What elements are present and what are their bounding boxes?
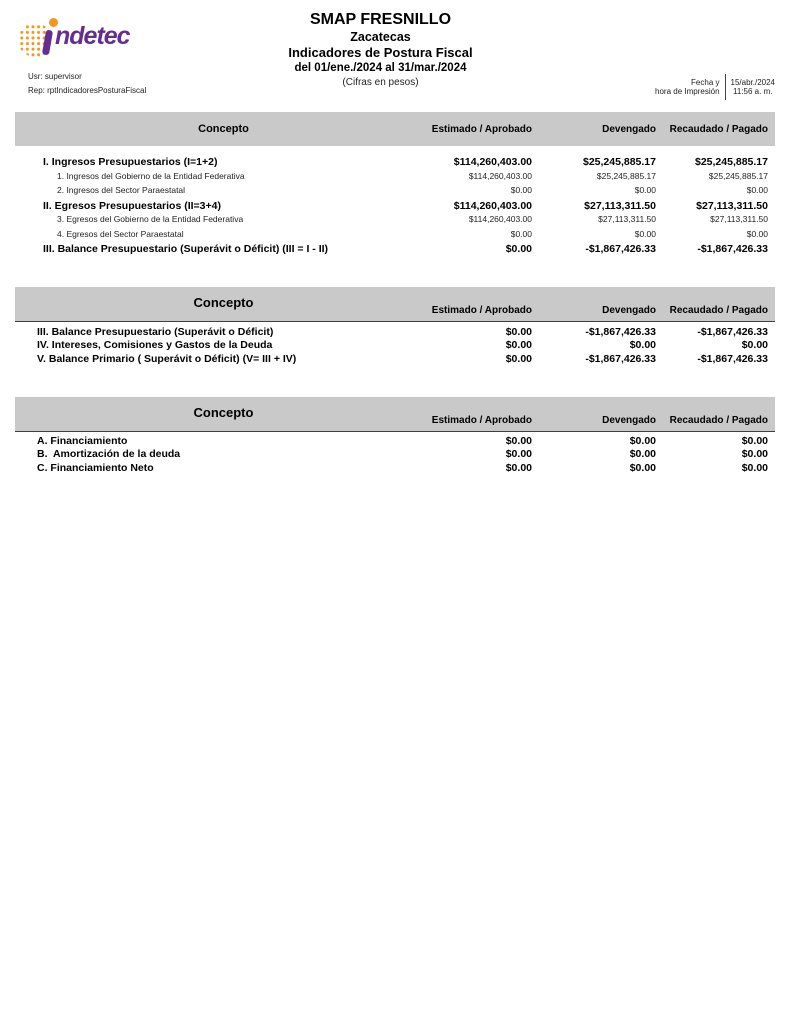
row-value: -$1,867,426.33 [585,326,656,338]
row-value: $0.00 [741,435,768,447]
row-value: $0.00 [505,435,532,447]
row-value: $27,113,311.50 [696,199,768,212]
row-value: $27,113,311.50 [598,214,656,224]
table-row [15,214,775,229]
row-concept: A. Financiamiento [37,435,128,447]
row-concept: 3. Egresos del Gobierno de la Entidad Federativa [57,214,244,224]
print-label-line1: Fecha y [691,77,720,87]
table-row [15,435,775,448]
row-value: -$1,867,426.33 [697,243,768,255]
concept-column-header: Concepto [198,123,249,135]
row-value: $0.00 [505,243,532,255]
units-note: (Cifras en pesos) [342,77,419,88]
estimated-column-header: Estimado / Aprobado [431,305,532,316]
row-concept: IV. Intereses, Comisiones y Gastos de la Deuda [37,339,273,352]
print-datetime-labels [655,78,719,97]
concept-column-header: Concepto [193,295,254,310]
row-value: $0.00 [634,185,656,195]
row-concept: 1. Ingresos del Gobierno de la Entidad Federativa [57,170,245,181]
row-concept: 4. Egresos del Sector Paraestatal [57,228,184,239]
row-value: $0.00 [741,339,768,352]
row-value: $0.00 [629,435,656,447]
row-value: $114,260,403.00 [468,170,532,181]
table-row [15,339,775,352]
table-row [15,171,775,186]
row-value: $25,245,885.17 [708,170,768,181]
table-body [15,156,775,258]
row-value: $0.00 [505,326,532,338]
print-datetime-values [731,78,775,97]
row-value: $27,113,311.50 [584,199,656,212]
table-row [15,448,775,461]
title-block [0,10,761,89]
table-header [15,287,775,322]
row-value: $114,260,403.00 [453,199,532,212]
report-id-label: Rep: rptIndicadoresPosturaFiscal [28,86,147,95]
print-label-line2: hora de Impresión [655,87,720,96]
row-concept: B. Amortización de la deuda [37,448,181,461]
table-row [15,200,775,215]
row-value: $0.00 [741,461,768,474]
print-datetime-block [655,74,775,100]
row-value: $0.00 [505,352,532,365]
table-row [15,353,775,366]
report-period: del 01/ene./2024 al 31/mar./2024 [294,62,467,74]
row-value: $114,260,403.00 [468,214,532,224]
row-concept: C. Financiamiento Neto [37,461,154,474]
table-header [15,397,775,432]
row-value: $25,245,885.17 [583,156,656,168]
row-value: $0.00 [510,228,532,239]
accrued-column-header: Devengado [602,415,656,426]
row-value: -$1,867,426.33 [585,243,656,255]
table-row [15,229,775,244]
row-value: $0.00 [629,339,656,352]
accrued-column-header: Devengado [602,305,656,316]
row-concept: 2. Ingresos del Sector Paraestatal [57,185,186,195]
print-divider-line [725,74,726,100]
row-value: $0.00 [505,448,532,461]
table-row [15,462,775,475]
row-concept: V. Balance Primario ( Superávit o Déficit) (V= III + IV) [37,352,297,365]
row-value: -$1,867,426.33 [585,352,656,365]
row-value: -$1,867,426.33 [697,352,768,365]
state-subtitle: Zacatecas [350,30,411,44]
row-concept: III. Balance Presupuestario (Superávit o Déficit) [37,326,274,338]
row-value: $0.00 [746,228,768,239]
collected-column-header: Recaudado / Pagado [669,305,768,316]
table-row [15,185,775,200]
print-date: 15/abr./2024 [730,77,775,87]
accrued-column-header: Devengado [602,123,656,135]
row-value: $114,260,403.00 [453,156,532,168]
table-body [15,435,775,475]
collected-column-header: Recaudado / Pagado [669,415,768,426]
report-name: Indicadores de Postura Fiscal [288,45,473,60]
table-row [15,326,775,339]
row-value: $0.00 [746,185,768,195]
row-value: $25,245,885.17 [596,170,656,181]
row-value: -$1,867,426.33 [697,326,768,338]
row-value: $25,245,885.17 [695,156,768,168]
row-value: $0.00 [510,185,532,195]
row-value: $0.00 [505,339,532,352]
table-body [15,326,775,366]
row-concept: III. Balance Presupuestario (Superávit o Déficit) (III = I - II) [43,243,329,255]
row-concept: I. Ingresos Presupuestarios (I=1+2) [43,156,218,168]
estimated-column-header: Estimado / Aprobado [431,415,532,426]
print-time: 11:56 a. m. [733,87,773,96]
table-header [15,112,775,146]
table-row [15,156,775,171]
row-value: $0.00 [505,461,532,474]
row-concept: II. Egresos Presupuestarios (II=3+4) [43,199,221,212]
entity-title: SMAP FRESNILLO [309,11,452,28]
logo-wordmark: ndetec [55,22,130,50]
row-value: $27,113,311.50 [710,214,768,224]
concept-column-header: Concepto [193,405,254,420]
estimated-column-header: Estimado / Aprobado [431,123,532,135]
row-value: $0.00 [741,448,768,461]
collected-column-header: Recaudado / Pagado [669,123,768,135]
table-row [15,243,775,258]
row-value: $0.00 [629,448,656,461]
user-label: Usr: supervisor [28,72,82,81]
row-value: $0.00 [634,228,656,239]
row-value: $0.00 [629,461,656,474]
